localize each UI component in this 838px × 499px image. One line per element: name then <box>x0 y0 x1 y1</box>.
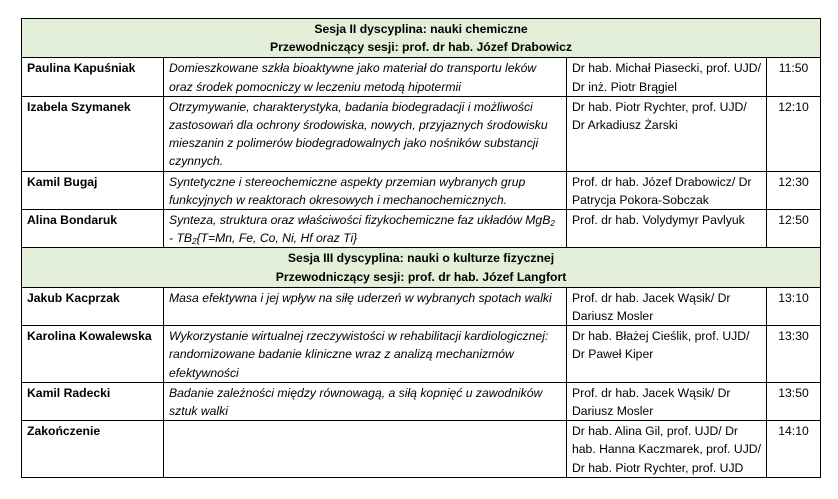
talk-title: Domieszkowane szkła bioaktywne jako materiał do transportu leków oraz środek pomocniczy w leczeniu metodą hipotermii <box>164 58 567 96</box>
subscript: 2 <box>550 219 555 229</box>
talk-time: 12:10 <box>767 96 821 171</box>
speaker-name: Jakub Kacprzak <box>22 287 164 325</box>
talk-time: 11:50 <box>767 58 821 96</box>
talk-time: 13:10 <box>767 287 821 325</box>
supervisors: Dr hab. Michał Piasecki, prof. UJD/ Dr inż. Piotr Brągiel <box>567 58 767 96</box>
session-header-cell <box>22 248 821 287</box>
talk-time: 12:30 <box>767 171 821 209</box>
session-chair: Przewodniczący sesji: prof. dr hab. Józef Langfort <box>275 269 567 284</box>
talk-title <box>164 421 567 478</box>
supervisors: Dr hab. Błażej Cieślik, prof. UJD/ Dr Paweł Kiper <box>567 326 767 383</box>
table-row <box>22 326 821 383</box>
speaker-name: Zakończenie <box>22 421 164 478</box>
supervisors: Prof. dr hab. Volydymyr Pavlyuk <box>567 210 767 248</box>
talk-title: Syntetyczne i stereochemiczne aspekty przemian wybranych grup funkcyjnych w reaktorach okresowych i mechanochemicznych. <box>164 171 567 209</box>
speaker-name: Kamil Radecki <box>22 382 164 420</box>
talk-time: 13:50 <box>767 382 821 420</box>
table-row <box>22 96 821 171</box>
table-row <box>22 382 821 420</box>
supervisors: Dr hab. Piotr Rychter, prof. UJD/ Dr Arkadiusz Żarski <box>567 96 767 171</box>
session-title: Sesja III dyscyplina: nauki o kulturze fizycznej <box>287 251 555 266</box>
table-row <box>22 421 821 478</box>
talk-title <box>164 210 567 248</box>
speaker-name: Paulina Kapuśniak <box>22 58 164 96</box>
talk-title: Badanie zależności między równowagą, a siłą kopnięć u zawodników sztuk walki <box>164 382 567 420</box>
talk-time: 13:30 <box>767 326 821 383</box>
talk-title: Otrzymywanie, charakterystyka, badania biodegradacji i możliwości zastosowań dla ochrony środowiska, nowych, przyjaznych środowisku mieszanin z polimerów biodegradowalnych jako nośników substancji czynnych. <box>164 96 567 171</box>
talk-title-part: - TB <box>169 231 193 246</box>
talk-title-part: {T=Mn, Fe, Co, Ni, Hf oraz Ti} <box>196 231 358 246</box>
supervisors: Prof. dr hab. Jacek Wąsik/ Dr Dariusz Mosler <box>567 287 767 325</box>
table-row <box>22 210 821 248</box>
schedule-table <box>21 18 821 478</box>
talk-title: Masa efektywna i jej wpływ na siłę uderzeń w wybranych spotach walki <box>164 287 567 325</box>
session-header <box>22 19 821 58</box>
table-row <box>22 287 821 325</box>
session-title: Sesja II dyscyplina: nauki chemiczne <box>314 22 528 36</box>
talk-title-part: Synteza, struktura oraz właściwości fizykochemiczne faz układów MgB <box>169 213 551 228</box>
supervisors: Prof. dr hab. Jacek Wąsik/ Dr Dariusz Mosler <box>567 382 767 420</box>
speaker-name: Izabela Szymanek <box>22 96 164 171</box>
session-header-cell <box>22 19 821 58</box>
supervisors: Prof. dr hab. Józef Drabowicz/ Dr Patrycja Pokora-Sobczak <box>567 171 767 209</box>
speaker-name: Alina Bondaruk <box>22 210 164 248</box>
supervisors: Dr hab. Alina Gil, prof. UJD/ Dr hab. Hanna Kaczmarek, prof. UJD/ Dr hab. Piotr Rychter, prof. UJD <box>567 421 767 478</box>
session-header <box>22 248 821 287</box>
speaker-name: Kamil Bugaj <box>22 171 164 209</box>
table-row <box>22 58 821 96</box>
subscript: 2 <box>192 237 197 247</box>
speaker-name: Karolina Kowalewska <box>22 326 164 383</box>
table-row <box>22 171 821 209</box>
talk-time: 14:10 <box>767 421 821 478</box>
talk-title: Wykorzystanie wirtualnej rzeczywistości w rehabilitacji kardiologicznej: randomizowane badanie kliniczne wraz z analizą mechanizmów efektywności <box>164 326 567 383</box>
talk-time: 12:50 <box>767 210 821 248</box>
session-chair: Przewodniczący sesji: prof. dr hab. Józef Drabowicz <box>269 40 573 55</box>
